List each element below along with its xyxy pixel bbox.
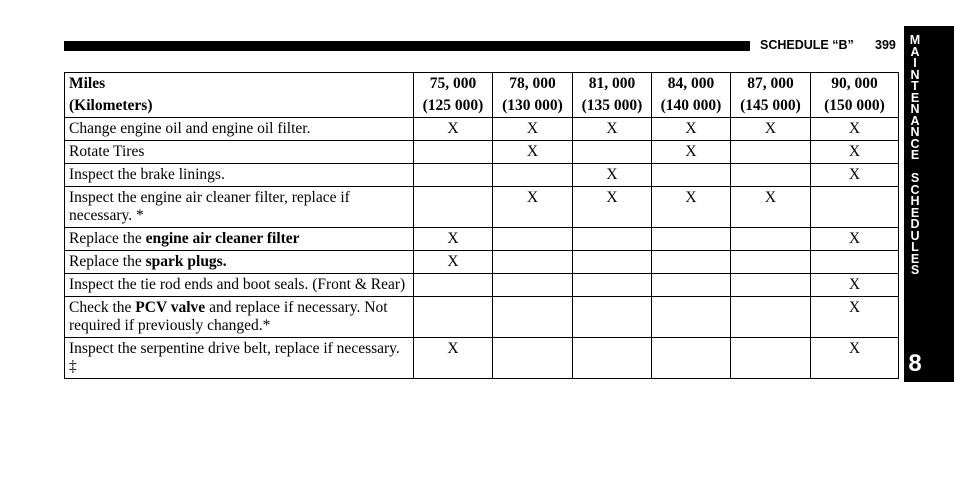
schedule-mark-cell: X — [414, 228, 493, 251]
mileage-column-header — [414, 73, 493, 118]
schedule-mark-cell — [573, 141, 652, 164]
table-header-row — [65, 73, 899, 118]
schedule-mark-cell: X — [652, 187, 731, 228]
task-cell — [65, 118, 414, 141]
page-title: SCHEDULE “B” — [760, 38, 854, 52]
column-kilometers: (125 000) — [422, 97, 484, 114]
task-cell — [65, 141, 414, 164]
column-kilometers: (135 000) — [581, 97, 643, 114]
schedule-mark-cell — [414, 274, 493, 297]
task-text: Replace the — [69, 253, 146, 270]
section-tab-letter: A — [910, 113, 920, 128]
section-tab-letter: C — [910, 136, 920, 151]
table-row — [65, 141, 899, 164]
schedule-mark-cell: X — [573, 187, 652, 228]
kilometers-label: (Kilometers) — [69, 97, 153, 114]
schedule-mark-cell — [731, 274, 811, 297]
column-kilometers: (145 000) — [740, 97, 801, 114]
schedule-mark-cell: X — [731, 118, 811, 141]
task-text: Inspect the serpentine drive belt, replace if necessary. ‡ — [69, 340, 400, 375]
schedule-mark-cell — [493, 274, 573, 297]
column-miles: 84, 000 — [667, 75, 715, 92]
row-header-cell — [65, 73, 414, 118]
section-tab-letter: N — [910, 67, 920, 82]
maintenance-schedule-table — [64, 72, 899, 379]
schedule-mark-cell — [414, 164, 493, 187]
mileage-column-header — [811, 73, 899, 118]
table-row — [65, 164, 899, 187]
section-tab-letter: E — [910, 205, 920, 220]
schedule-mark-cell — [731, 338, 811, 379]
section-tab-letter: D — [910, 217, 920, 231]
schedule-mark-cell: X — [573, 118, 652, 141]
schedule-mark-cell — [414, 187, 493, 228]
section-tab — [904, 26, 954, 382]
schedule-mark-cell: X — [493, 141, 573, 164]
section-tab-letter: C — [910, 182, 920, 197]
schedule-mark-cell — [573, 297, 652, 338]
column-kilometers: (150 000) — [824, 97, 885, 114]
schedule-mark-cell — [573, 251, 652, 274]
task-cell — [65, 251, 414, 274]
section-tab-letter: I — [913, 56, 917, 70]
mileage-column-header — [493, 73, 573, 118]
section-tab-letter: T — [911, 79, 919, 93]
task-text-bold: engine air cleaner filter — [145, 230, 300, 247]
schedule-mark-cell — [652, 164, 731, 187]
schedule-mark-cell: X — [414, 338, 493, 379]
schedule-mark-cell — [652, 338, 731, 379]
schedule-mark-cell — [811, 187, 899, 228]
schedule-mark-cell: X — [493, 187, 573, 228]
schedule-mark-cell — [573, 338, 652, 379]
schedule-mark-cell: X — [414, 251, 493, 274]
schedule-mark-cell: X — [811, 141, 899, 164]
schedule-mark-cell — [493, 228, 573, 251]
task-text: Inspect the brake linings. — [69, 166, 225, 183]
task-text: Check the — [69, 299, 136, 316]
schedule-mark-cell: X — [493, 118, 573, 141]
mileage-column-header — [731, 73, 811, 118]
section-tab-letter: M — [909, 33, 921, 47]
schedule-mark-cell: X — [414, 118, 493, 141]
table-row — [65, 228, 899, 251]
task-text-bold: spark plugs. — [145, 253, 227, 270]
section-tab-letter: E — [910, 148, 920, 162]
task-cell — [65, 228, 414, 251]
mileage-column-header — [652, 73, 731, 118]
schedule-mark-cell — [731, 164, 811, 187]
task-cell — [65, 164, 414, 187]
schedule-mark-cell — [652, 251, 731, 274]
table-row — [65, 187, 899, 228]
schedule-mark-cell — [731, 141, 811, 164]
schedule-mark-cell — [493, 338, 573, 379]
schedule-mark-cell — [731, 251, 811, 274]
schedule-mark-cell — [652, 297, 731, 338]
schedule-mark-cell: X — [652, 141, 731, 164]
miles-label: Miles — [69, 75, 106, 92]
table-row — [65, 118, 899, 141]
section-tab-letter: L — [911, 240, 919, 254]
task-cell — [65, 297, 414, 338]
schedule-mark-cell — [573, 228, 652, 251]
column-miles: 87, 000 — [747, 75, 794, 92]
task-cell — [65, 187, 414, 228]
header-rule — [64, 41, 750, 51]
schedule-mark-cell — [493, 251, 573, 274]
schedule-mark-cell — [811, 251, 899, 274]
table-row — [65, 251, 899, 274]
schedule-mark-cell — [652, 274, 731, 297]
schedule-mark-cell: X — [731, 187, 811, 228]
schedule-mark-cell: X — [811, 164, 899, 187]
task-text: Rotate Tires — [69, 143, 145, 160]
schedule-mark-cell — [493, 297, 573, 338]
section-tab-letter: S — [910, 263, 920, 277]
section-tab-letter: N — [910, 102, 920, 116]
column-kilometers: (130 000) — [502, 97, 563, 114]
section-tab-letter: S — [910, 171, 920, 185]
section-tab-letter: H — [910, 194, 920, 208]
column-kilometers: (140 000) — [660, 97, 722, 114]
schedule-mark-cell: X — [811, 274, 899, 297]
column-miles: 78, 000 — [509, 75, 556, 92]
column-miles: 75, 000 — [429, 75, 477, 92]
table-row — [65, 338, 899, 379]
task-text-bold: PCV valve — [135, 299, 206, 316]
task-text: and replace if necessary. Not required if previously changed.* — [69, 299, 388, 334]
task-text: Change engine oil and engine oil filter. — [69, 120, 311, 137]
schedule-mark-cell: X — [811, 118, 899, 141]
schedule-mark-cell — [731, 297, 811, 338]
schedule-mark-cell: X — [811, 228, 899, 251]
schedule-mark-cell — [414, 141, 493, 164]
task-cell — [65, 274, 414, 297]
schedule-mark-cell: X — [811, 297, 899, 338]
section-tab-letter: N — [910, 125, 920, 139]
task-text: Inspect the tie rod ends and boot seals. (Front & Rear) — [69, 276, 406, 293]
column-miles: 81, 000 — [588, 75, 636, 92]
section-tab-letter: U — [910, 228, 920, 243]
column-miles: 90, 000 — [831, 75, 878, 92]
schedule-mark-cell: X — [573, 164, 652, 187]
schedule-mark-cell: X — [811, 338, 899, 379]
schedule-mark-cell — [493, 164, 573, 187]
table-row — [65, 274, 899, 297]
schedule-mark-cell: X — [652, 118, 731, 141]
schedule-mark-cell — [652, 228, 731, 251]
task-text: Replace the — [69, 230, 146, 247]
page-number: 399 — [875, 38, 896, 52]
task-cell — [65, 338, 414, 379]
section-tab-label — [904, 35, 926, 277]
section-tab-letter: E — [910, 251, 920, 266]
schedule-mark-cell — [731, 228, 811, 251]
section-tab-letter: A — [910, 44, 920, 59]
schedule-mark-cell — [573, 274, 652, 297]
schedule-mark-cell — [414, 297, 493, 338]
task-text: Inspect the engine air cleaner filter, replace if necessary. * — [69, 189, 350, 224]
section-tab-letter: E — [910, 90, 920, 105]
mileage-column-header — [573, 73, 652, 118]
section-number: 8 — [908, 350, 922, 377]
table-row — [65, 297, 899, 338]
